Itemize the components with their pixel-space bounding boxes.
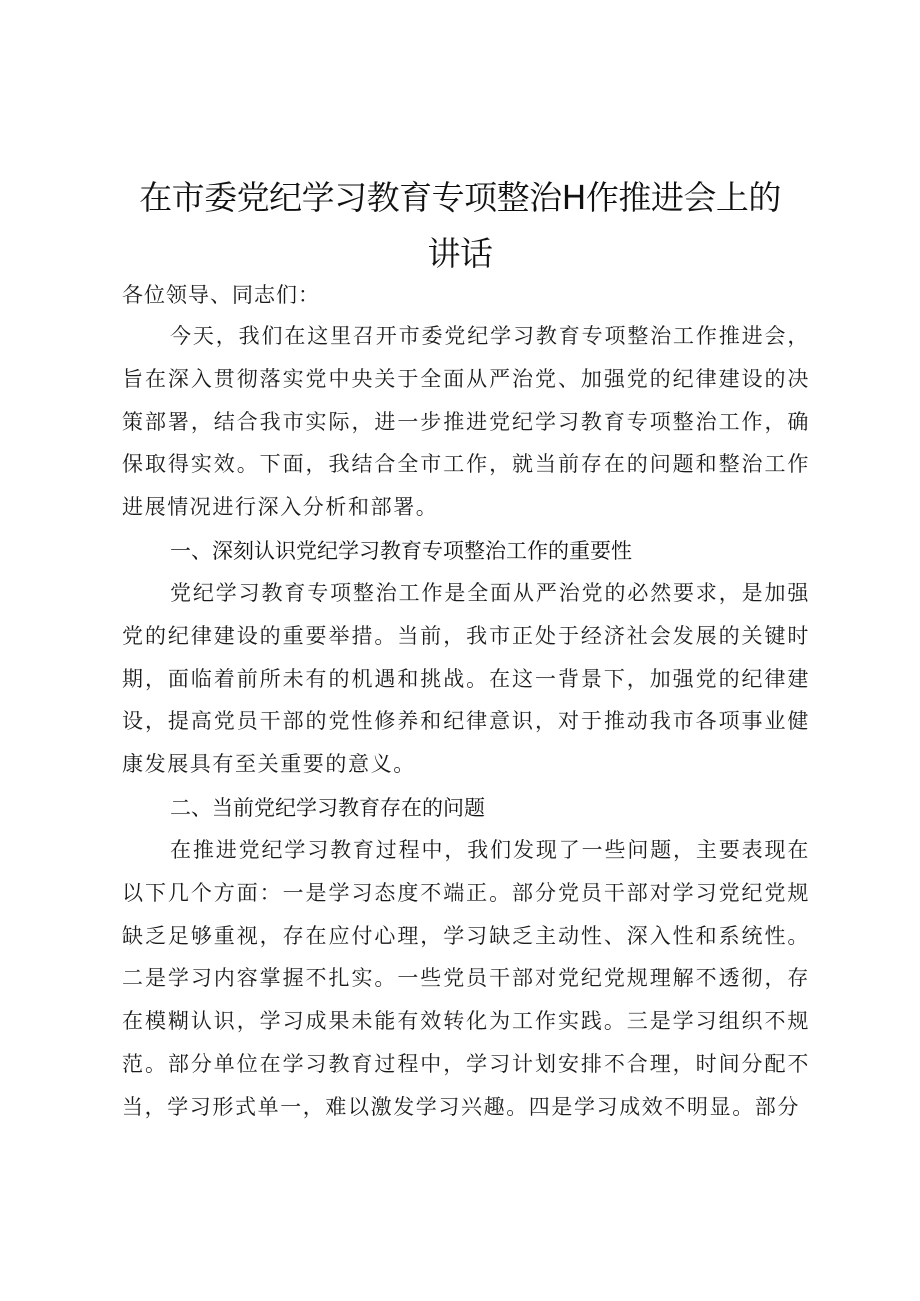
paragraph-intro: 今天，我们在这里召开市委党纪学习教育专项整治工作推进会，旨在深入贯彻落实党中央关于全面从严治党、加强党的纪律建设的决策部署，结合我市实际，进一步推进党纪学习教育专项整治工作，确保取得实效。下面，我结合全市工作，就当前存在的问题和整治工作进展情况进行深入分析和部署。 <box>122 324 810 520</box>
paragraph-section-1: 党纪学习教育专项整治工作是全面从严治党的必然要求，是加强党的纪律建设的重要举措。当前，我市正处于经济社会发展的关键时期，面临着前所未有的机遇和挑战。在这一背景下，加强党的纪律建设，提高党员干部的党性修养和纪律意识，对于推动我市各项事业健康发展具有至关重要的意义。 <box>122 581 810 777</box>
document-title: 在市委党纪学习教育专项整治H作推进会上的讲话 <box>139 178 781 273</box>
section-heading-1: 一、深刻认识党纪学习教育专项整治工作的重要性 <box>170 539 632 563</box>
paragraph-section-2: 在推进党纪学习教育过程中，我们发现了一些问题，主要表现在以下几个方面：一是学习态度不端正。部分党员干部对学习党纪党规缺乏足够重视，存在应付心理，学习缺乏主动性、深入性和系统性。二是学习内容掌握不扎实。一些党员干部对党纪党规理解不透彻，存在模糊认识，学习成果未能有效转化为工作实践。三是学习组织不规范。部分单位在学习教育过程中，学习计划安排不合理，时间分配不当，学习形式单一，难以激发学习兴趣。四是学习成效不明显。部分 <box>122 838 810 1119</box>
section-heading-2: 二、当前党纪学习教育存在的问题 <box>170 796 485 820</box>
salutation: 各位领导、同志们： <box>122 283 320 307</box>
